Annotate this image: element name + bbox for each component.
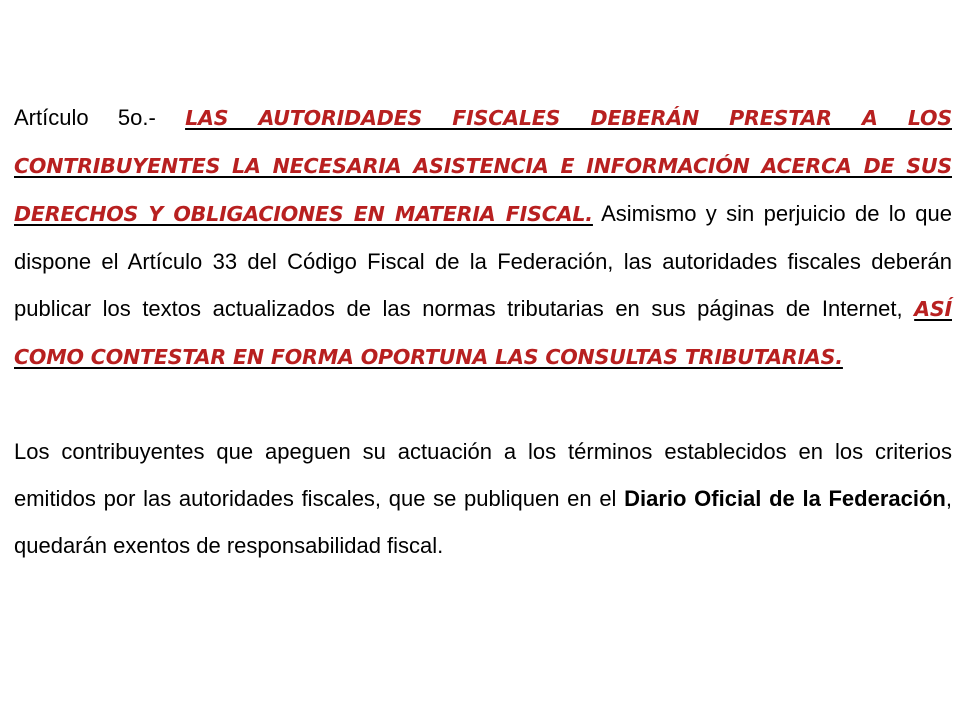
paragraph-taxpayers: [14, 428, 952, 569]
paragraph-article-5: [14, 94, 952, 381]
paragraph2-part2: , quedarán exentos de responsabilidad fiscal.: [14, 486, 952, 558]
diario-oficial-name: Diario Oficial de la Federación: [624, 486, 946, 511]
paragraph-body: Asimismo y sin perjuicio de lo que dispone el Artículo 33 del Código Fiscal de la Federación, las autoridades fiscales deberán publicar los textos actualizados de las normas tributarias en sus páginas de Internet,: [14, 201, 952, 321]
article-text: [14, 94, 952, 569]
emphasis-answer-consultations: ASÍ COMO CONTESTAR EN FORMA OPORTUNA LAS CONSULTAS TRIBUTARIAS.: [14, 297, 952, 369]
paragraph2-part1: Los contribuyentes que apeguen su actuación a los términos establecidos en los criterios emitidos por las autoridades fiscales, que se publiquen en el: [14, 439, 952, 511]
article-lead: Artículo 5o.-: [14, 105, 186, 130]
emphasis-assistance-obligation: LAS AUTORIDADES FISCALES DEBERÁN PRESTAR A LOS CONTRIBUYENTES LA NECESARIA ASISTENCIA E INFORMACIÓN ACERCA DE SUS DERECHOS Y OBLIGACIONES EN MATERIA FISCAL.: [14, 106, 952, 226]
